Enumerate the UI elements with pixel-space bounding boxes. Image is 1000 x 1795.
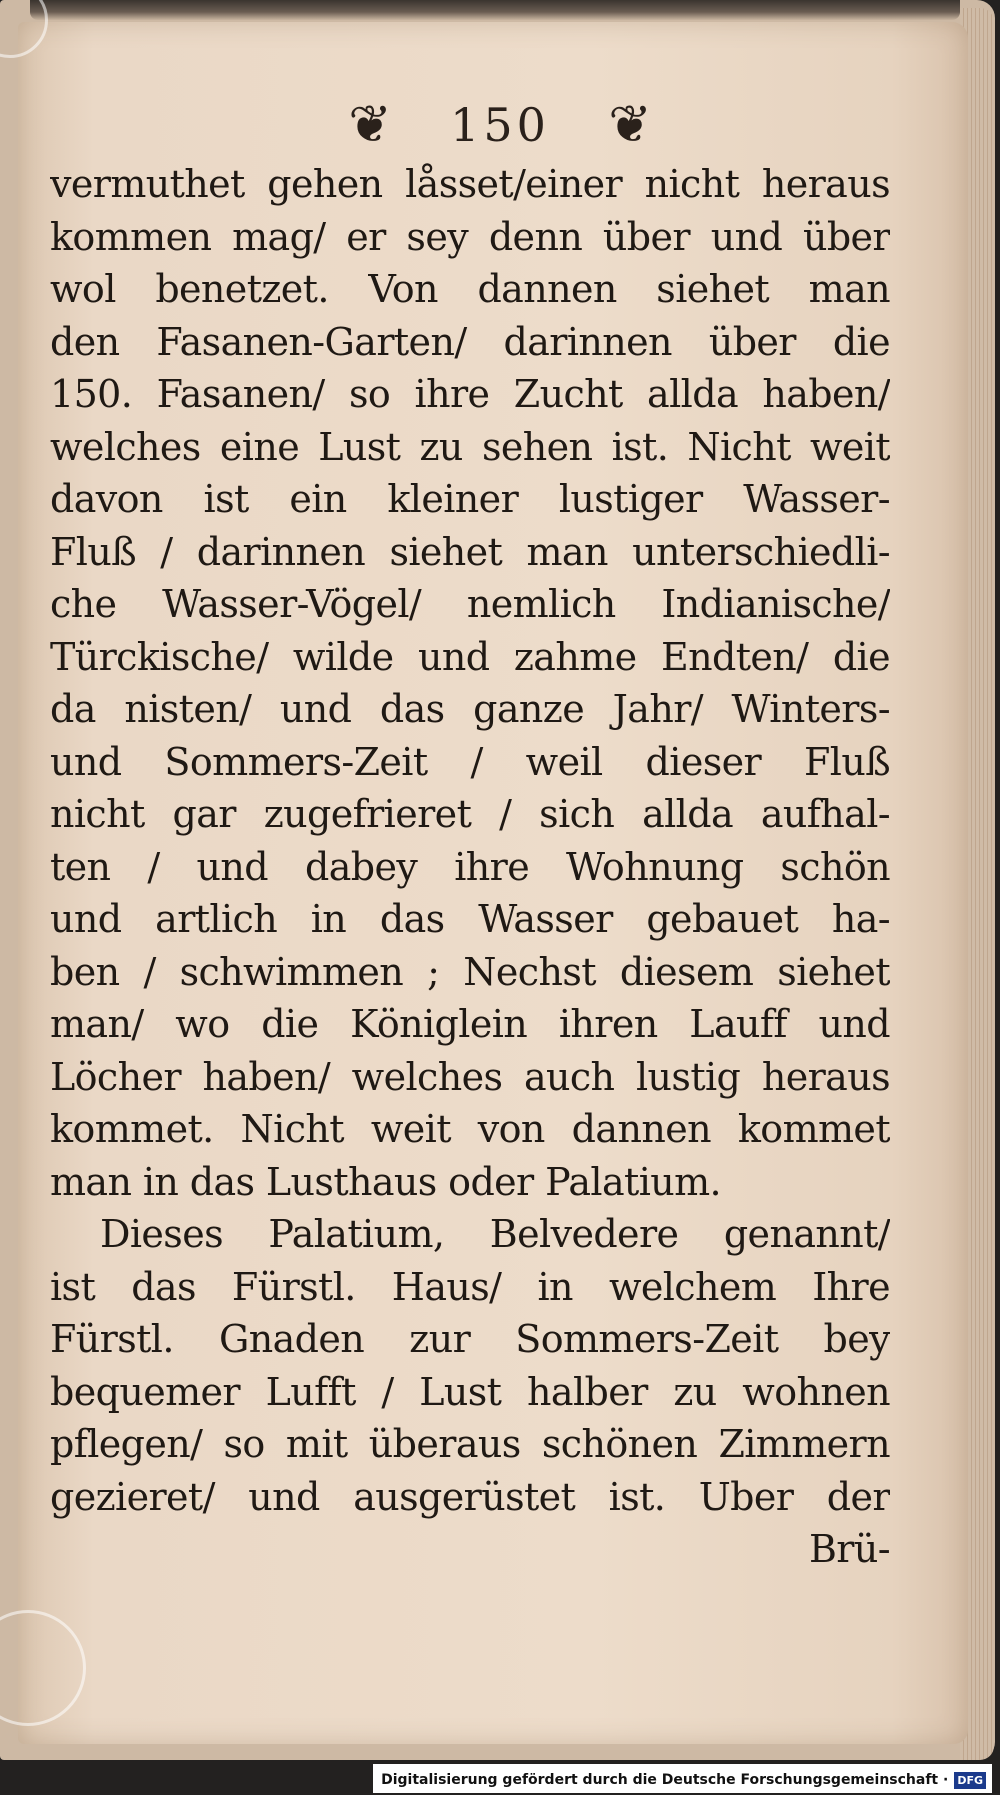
text-line: welches eine Lust zu sehen ist. Nicht weit <box>50 424 890 469</box>
fleuron-left-icon: ❦ <box>348 95 392 155</box>
text-line: bequemer Lufft / Lust halber zu wohnen <box>50 1369 890 1414</box>
text-line: Fluß / darinnen siehet man unterschiedli- <box>50 529 890 574</box>
digitization-credit <box>373 1764 992 1793</box>
book-top-edge <box>30 0 960 20</box>
text-line: wol benetzet. Von dannen siehet man <box>50 267 890 311</box>
fleuron-right-icon: ❦ <box>608 95 652 155</box>
text-line: davon ist ein kleiner lustiger Wasser- <box>50 477 890 521</box>
text-line: Türckische/ wilde und zahme Endten/ die <box>50 634 890 679</box>
text-line: da nisten/ und das ganze Jahr/ Winters- <box>50 687 890 731</box>
page-text <box>50 158 890 1576</box>
credit-text: Digitalisierung gefördert durch die Deutsche Forschungsgemeinschaft · <box>381 1772 949 1788</box>
dfg-logo: DFG <box>954 1772 986 1789</box>
text-line: ist das Fürstl. Haus/ in welchem Ihre <box>50 1264 890 1309</box>
text-line: ten / und dabey ihre Wohnung schön <box>50 844 890 889</box>
text-line: Fürstl. Gnaden zur Sommers-Zeit bey <box>50 1317 890 1361</box>
paragraph-start-line: Dieses Palatium, Belvedere genannt/ <box>100 1212 890 1256</box>
text-line: den Fasanen-Garten/ darinnen über die <box>50 319 890 364</box>
text-line: Löcher haben/ welches auch lustig heraus <box>50 1054 890 1099</box>
text-line: gezieret/ und ausgerüstet ist. Uber der <box>50 1474 890 1519</box>
text-line: nicht gar zugefrieret / sich allda aufhal- <box>50 792 890 836</box>
text-line: vermuthet gehen låsset/einer nicht heraus <box>50 162 890 206</box>
page-number: 150 <box>450 98 550 152</box>
text-line: ben / schwimmen ; Nechst diesem siehet <box>50 949 890 994</box>
text-line: und artlich in das Wasser gebauet ha- <box>50 897 890 941</box>
text-line: che Wasser-Vögel/ nemlich Indianische/ <box>50 582 890 626</box>
text-line: man/ wo die Königlein ihren Lauff und <box>50 1002 890 1046</box>
text-line: und Sommers-Zeit / weil dieser Fluß <box>50 739 890 784</box>
text-line: kommet. Nicht weit von dannen kommet <box>50 1107 890 1151</box>
catchword: Brü- <box>808 1527 890 1571</box>
paragraph-end-line: man in das Lusthaus oder Palatium. <box>50 1159 722 1204</box>
text-line: pflegen/ so mit überaus schönen Zimmern <box>50 1422 890 1466</box>
text-line: 150. Fasanen/ so ihre Zucht allda haben/ <box>50 372 890 416</box>
text-line: kommen mag/ er sey denn über und über <box>50 214 890 259</box>
